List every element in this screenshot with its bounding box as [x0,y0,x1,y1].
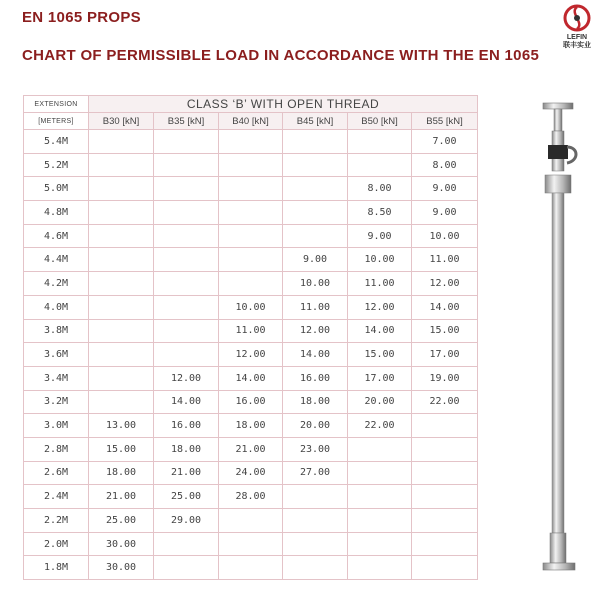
table-row [24,201,478,225]
load-cell: 24.00 [219,461,283,485]
load-cell: 25.00 [89,509,154,533]
extension-cell: 5.2M [24,153,89,177]
load-cell: 21.00 [219,437,283,461]
load-table [23,95,478,580]
extension-cell: 4.0M [24,295,89,319]
column-header: B55 [kN] [412,113,478,130]
load-cell: 9.00 [412,177,478,201]
load-cell [219,556,283,580]
extension-cell: 3.8M [24,319,89,343]
load-cell: 10.00 [348,248,412,272]
load-cell [154,343,219,367]
table-row [24,177,478,201]
extension-cell: 2.4M [24,485,89,509]
load-cell [283,556,348,580]
load-cell: 15.00 [412,319,478,343]
load-cell [219,248,283,272]
load-cell: 11.00 [283,295,348,319]
load-cell: 30.00 [89,556,154,580]
table-row [24,532,478,556]
load-cell [412,414,478,438]
load-cell [283,201,348,225]
load-cell [412,485,478,509]
load-cell [348,556,412,580]
load-cell [412,461,478,485]
column-header: B30 [kN] [89,113,154,130]
load-cell: 20.00 [283,414,348,438]
table-row [24,295,478,319]
lefin-logo-icon [556,4,598,34]
extension-header: EXTENSION [24,96,89,113]
table-row [24,437,478,461]
load-cell [154,248,219,272]
load-cell: 13.00 [89,414,154,438]
logo-brand: LEFIN [566,34,588,41]
load-cell: 12.00 [283,319,348,343]
page-title: EN 1065 PROPS [22,9,141,26]
table-row [24,414,478,438]
lefin-logo [556,4,598,52]
load-cell [154,319,219,343]
load-cell [283,532,348,556]
load-cell [283,224,348,248]
load-cell: 27.00 [283,461,348,485]
table-row [24,130,478,154]
load-cell: 16.00 [154,414,219,438]
table-row [24,272,478,296]
load-cell: 15.00 [89,437,154,461]
load-cell [89,366,154,390]
load-cell: 10.00 [219,295,283,319]
load-cell [219,272,283,296]
load-cell: 25.00 [154,485,219,509]
load-cell: 18.00 [219,414,283,438]
load-cell [154,153,219,177]
load-cell [219,201,283,225]
extension-cell: 4.2M [24,272,89,296]
load-cell: 23.00 [283,437,348,461]
load-cell: 15.00 [348,343,412,367]
table-row [24,248,478,272]
meters-header: [METERS] [24,113,89,130]
load-cell [219,130,283,154]
load-cell: 29.00 [154,509,219,533]
extension-cell: 4.8M [24,201,89,225]
load-cell [348,130,412,154]
load-cell [219,532,283,556]
steel-prop-image [535,95,585,590]
load-cell: 8.50 [348,201,412,225]
load-cell: 8.00 [348,177,412,201]
load-cell: 9.00 [348,224,412,248]
load-cell [89,177,154,201]
load-cell [89,130,154,154]
load-cell [283,177,348,201]
column-header: B45 [kN] [283,113,348,130]
load-cell [348,532,412,556]
table-row [24,366,478,390]
load-cell [283,130,348,154]
load-cell: 18.00 [283,390,348,414]
load-cell: 11.00 [412,248,478,272]
load-cell: 21.00 [89,485,154,509]
load-cell [154,177,219,201]
load-cell: 11.00 [348,272,412,296]
load-cell: 16.00 [219,390,283,414]
table-row [24,390,478,414]
table-row [24,509,478,533]
load-cell [89,224,154,248]
load-cell: 17.00 [348,366,412,390]
extension-cell: 1.8M [24,556,89,580]
extension-cell: 2.8M [24,437,89,461]
load-cell [219,177,283,201]
load-cell: 10.00 [412,224,478,248]
load-cell: 10.00 [283,272,348,296]
extension-cell: 2.6M [24,461,89,485]
load-cell: 19.00 [412,366,478,390]
load-cell: 12.00 [348,295,412,319]
load-cell [89,248,154,272]
load-cell [348,153,412,177]
load-cell [154,201,219,225]
load-cell [412,437,478,461]
extension-cell: 4.6M [24,224,89,248]
load-cell: 30.00 [89,532,154,556]
load-cell: 12.00 [412,272,478,296]
load-cell [89,272,154,296]
load-cell: 22.00 [412,390,478,414]
load-cell [154,130,219,154]
load-cell [89,319,154,343]
table-row [24,461,478,485]
load-cell: 21.00 [154,461,219,485]
load-cell [283,509,348,533]
load-cell [348,485,412,509]
load-cell [283,153,348,177]
load-cell: 14.00 [283,343,348,367]
load-cell: 28.00 [219,485,283,509]
table-row [24,153,478,177]
column-header: B35 [kN] [154,113,219,130]
table-row [24,319,478,343]
load-cell [89,343,154,367]
load-cell: 12.00 [154,366,219,390]
load-cell [283,485,348,509]
load-cell [154,272,219,296]
load-cell [219,224,283,248]
load-cell: 12.00 [219,343,283,367]
load-cell: 17.00 [412,343,478,367]
extension-cell: 3.6M [24,343,89,367]
load-cell: 14.00 [412,295,478,319]
column-header: B50 [kN] [348,113,412,130]
extension-cell: 2.0M [24,532,89,556]
extension-cell: 2.2M [24,509,89,533]
column-header: B40 [kN] [219,113,283,130]
logo-tagline: 联丰实业 [563,42,591,49]
load-cell: 18.00 [89,461,154,485]
load-cell [154,224,219,248]
load-cell [154,532,219,556]
extension-cell: 4.4M [24,248,89,272]
load-cell: 16.00 [283,366,348,390]
load-cell: 14.00 [154,390,219,414]
load-cell [89,153,154,177]
chart-subtitle: CHART OF PERMISSIBLE LOAD IN ACCORDANCE WITH THE EN 1065 [22,47,540,64]
load-cell [412,509,478,533]
class-header: CLASS ‘B’ WITH OPEN THREAD [89,96,478,113]
load-cell: 11.00 [219,319,283,343]
table-row [24,343,478,367]
load-cell [89,390,154,414]
load-cell: 8.00 [412,153,478,177]
extension-cell: 3.4M [24,366,89,390]
extension-cell: 3.0M [24,414,89,438]
load-cell [348,461,412,485]
load-cell: 7.00 [412,130,478,154]
load-cell: 14.00 [348,319,412,343]
extension-cell: 3.2M [24,390,89,414]
extension-cell: 5.4M [24,130,89,154]
table-row [24,485,478,509]
load-cell [348,509,412,533]
load-cell [219,509,283,533]
load-cell: 9.00 [412,201,478,225]
load-cell: 14.00 [219,366,283,390]
table-row [24,224,478,248]
load-cell: 20.00 [348,390,412,414]
load-cell: 22.00 [348,414,412,438]
load-cell [154,295,219,319]
load-cell [412,532,478,556]
load-cell [89,295,154,319]
load-cell [89,201,154,225]
table-row [24,556,478,580]
load-cell [348,437,412,461]
load-cell: 9.00 [283,248,348,272]
load-cell: 18.00 [154,437,219,461]
load-cell [412,556,478,580]
load-cell [219,153,283,177]
extension-cell: 5.0M [24,177,89,201]
load-cell [154,556,219,580]
